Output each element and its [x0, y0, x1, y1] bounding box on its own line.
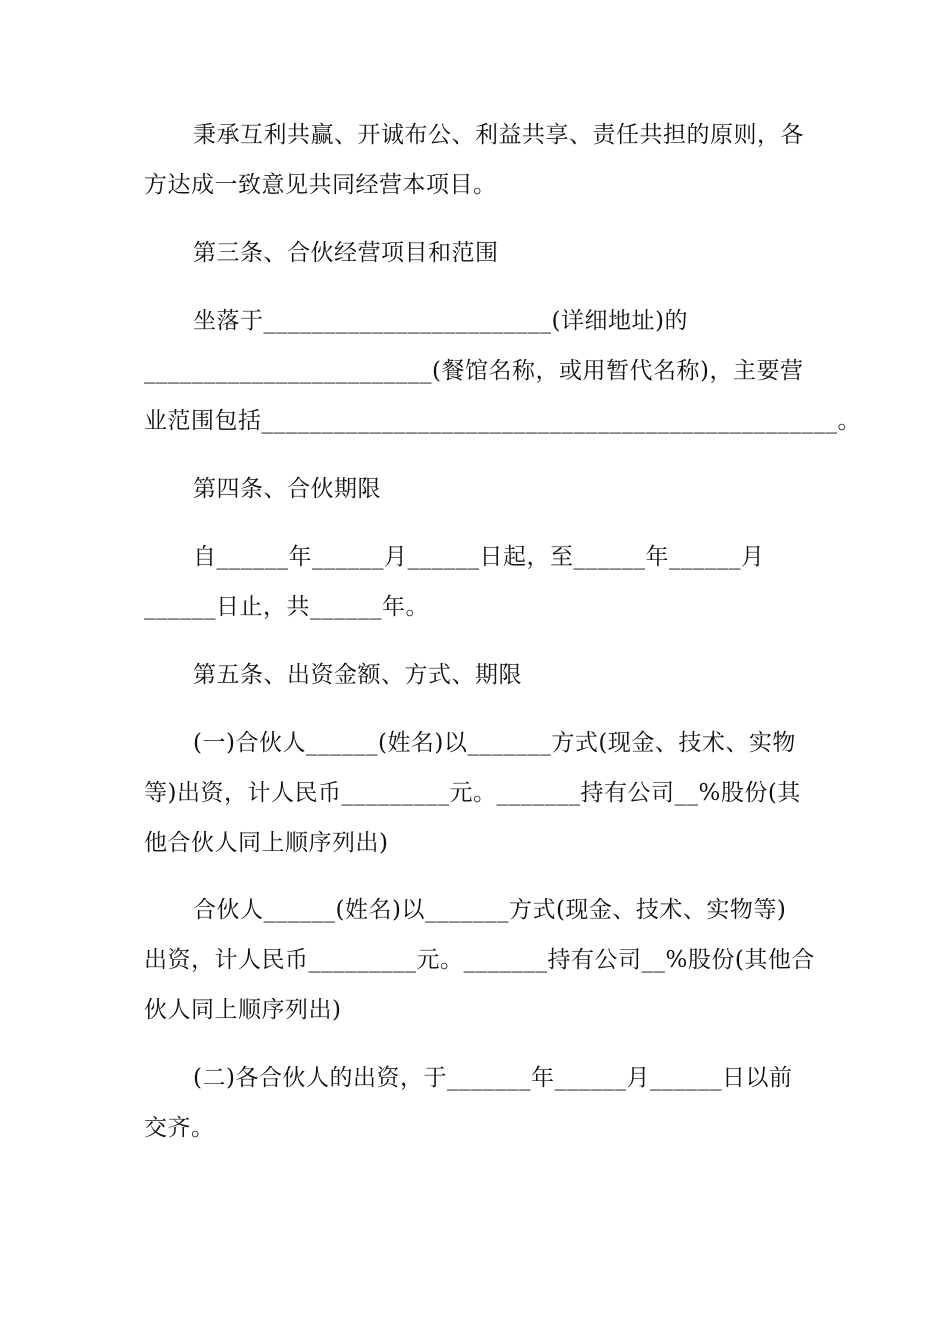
article-4-heading: 第四条、合伙期限: [193, 476, 381, 502]
article-5-partner-line-1: 合伙人______(姓名)以_______方式(现金、技术、实物等): [193, 897, 787, 923]
article-5-item-1-line-3: 他合伙人同上顺序列出): [144, 830, 389, 856]
article-5-partner-line-3: 伙人同上顺序列出): [144, 997, 342, 1023]
paragraph-principle-line-2: 方达成一致意见共同经营本项目。: [144, 172, 497, 198]
article-5-item-2-line-2: 交齐。: [144, 1115, 215, 1141]
article-5-item-1-line-1: (一)合伙人______(姓名)以_______方式(现金、技术、实物: [193, 730, 796, 756]
article-5-item-2-line-1: (二)各合伙人的出资，于_______年______月______日以前: [193, 1065, 793, 1091]
paragraph-principle-line-1: 秉承互利共赢、开诚布公、利益共享、责任共担的原则，各: [193, 122, 804, 148]
article-5-item-1-line-2: 等)出资，计人民币_________元。_______持有公司__%股份(其: [144, 780, 801, 806]
article-4-text-line-2: ______日止，共______年。: [144, 594, 429, 620]
article-3-text-line-3: 业范围包括________________________________________________。: [144, 408, 861, 434]
article-4-text-line-1: 自______年______月______日起，至______年______月: [193, 544, 765, 570]
article-5-partner-line-2: 出资，计人民币_________元。_______持有公司__%股份(其他合: [144, 947, 815, 973]
article-3-text-line-1: 坐落于________________________(详细地址)的: [193, 308, 688, 334]
article-3-heading: 第三条、合伙经营项目和范围: [193, 240, 499, 266]
article-3-text-line-2: ________________________(餐馆名称，或用暂代名称)，主要营: [144, 358, 804, 384]
article-5-heading: 第五条、出资金额、方式、期限: [193, 662, 522, 688]
